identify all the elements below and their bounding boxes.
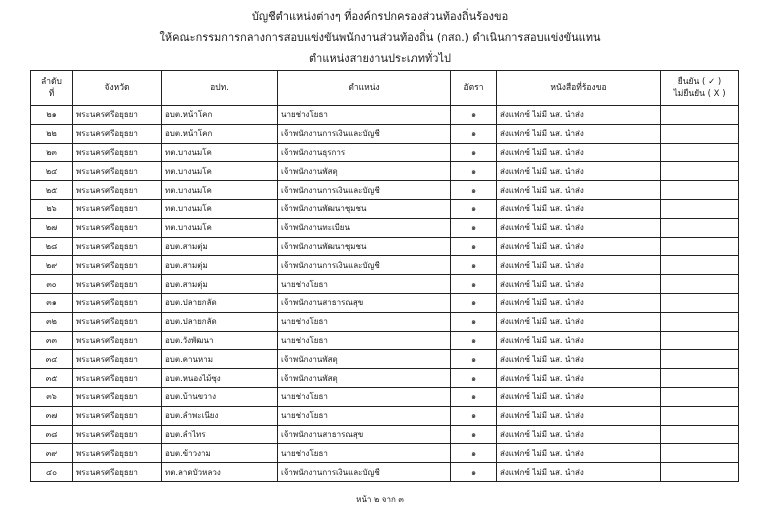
org-cell: อบต.หนองไม้ซุง: [162, 369, 278, 388]
province-cell: พระนครศรีอยุธยา: [73, 199, 162, 218]
province-cell: พระนครศรีอยุธยา: [73, 143, 162, 162]
row-number: ๓๙: [31, 444, 73, 463]
table-row: [31, 106, 739, 125]
table-row: [31, 293, 739, 312]
letter-cell: ส่งแฟกซ์ ไม่มี นส. นำส่ง: [497, 331, 661, 350]
row-number: ๒๕: [31, 181, 73, 200]
row-number: ๒๙: [31, 256, 73, 275]
letter-cell: ส่งแฟกซ์ ไม่มี นส. นำส่ง: [497, 312, 661, 331]
confirm-cell[interactable]: [661, 162, 739, 181]
header-confirm: [661, 71, 739, 106]
confirm-cell[interactable]: [661, 293, 739, 312]
row-number: ๓๓: [31, 331, 73, 350]
org-cell: อบต.หน้าโคก: [162, 106, 278, 125]
letter-cell: ส่งแฟกซ์ ไม่มี นส. นำส่ง: [497, 425, 661, 444]
rate-cell: ๑: [451, 387, 497, 406]
org-cell: อบต.สามตุ่ม: [162, 237, 278, 256]
rate-cell: ๑: [451, 350, 497, 369]
rate-cell: ๑: [451, 256, 497, 275]
org-cell: อบต.สามตุ่ม: [162, 275, 278, 294]
table-row: [31, 387, 739, 406]
header-province: จังหวัด: [73, 71, 162, 106]
province-cell: พระนครศรีอยุธยา: [73, 387, 162, 406]
header-confirm-line1: ยืนยัน ( ✓ ): [677, 77, 722, 87]
row-number: ๓๗: [31, 406, 73, 425]
position-cell: นายช่างโยธา: [278, 331, 451, 350]
confirm-cell[interactable]: [661, 463, 739, 482]
letter-cell: ส่งแฟกซ์ ไม่มี นส. นำส่ง: [497, 369, 661, 388]
table-row: [31, 218, 739, 237]
row-number: ๒๘: [31, 237, 73, 256]
header-no-line2: ที่: [48, 89, 55, 99]
header-org: อปท.: [162, 71, 278, 106]
letter-cell: ส่งแฟกซ์ ไม่มี นส. นำส่ง: [497, 444, 661, 463]
confirm-cell[interactable]: [661, 425, 739, 444]
province-cell: พระนครศรีอยุธยา: [73, 425, 162, 444]
org-cell: อบต.ปลายกลัด: [162, 293, 278, 312]
table-row: [31, 181, 739, 200]
rate-cell: ๑: [451, 406, 497, 425]
position-cell: เจ้าพนักงานสาธารณสุข: [278, 293, 451, 312]
org-cell: อบต.ลำไทร: [162, 425, 278, 444]
table-header-row: [31, 71, 739, 106]
row-number: ๒๗: [31, 218, 73, 237]
org-cell: ทต.ลาดบัวหลวง: [162, 463, 278, 482]
row-number: ๓๘: [31, 425, 73, 444]
table-body: [31, 106, 739, 482]
org-cell: อบต.หน้าโคก: [162, 124, 278, 143]
rate-cell: ๑: [451, 444, 497, 463]
row-number: ๒๒: [31, 124, 73, 143]
confirm-cell[interactable]: [661, 237, 739, 256]
org-cell: อบต.วังพัฒนา: [162, 331, 278, 350]
rate-cell: ๑: [451, 369, 497, 388]
header-rate: อัตรา: [451, 71, 497, 106]
province-cell: พระนครศรีอยุธยา: [73, 124, 162, 143]
rate-cell: ๑: [451, 181, 497, 200]
letter-cell: ส่งแฟกซ์ ไม่มี นส. นำส่ง: [497, 387, 661, 406]
table-row: [31, 199, 739, 218]
table-row: [31, 124, 739, 143]
header-letter: หนังสือที่ร้องขอ: [497, 71, 661, 106]
position-cell: นายช่างโยธา: [278, 275, 451, 294]
table-row: [31, 350, 739, 369]
rate-cell: ๑: [451, 331, 497, 350]
letter-cell: ส่งแฟกซ์ ไม่มี นส. นำส่ง: [497, 256, 661, 275]
confirm-cell[interactable]: [661, 143, 739, 162]
document-title: บัญชีตำแหน่งต่างๆ ที่องค์กรปกครองส่วนท้องถิ่นร้องขอ: [251, 10, 509, 23]
position-cell: นายช่างโยธา: [278, 106, 451, 125]
confirm-cell[interactable]: [661, 275, 739, 294]
position-cell: นายช่างโยธา: [278, 406, 451, 425]
confirm-cell[interactable]: [661, 106, 739, 125]
letter-cell: ส่งแฟกซ์ ไม่มี นส. นำส่ง: [497, 124, 661, 143]
page-number: หน้า ๒ จาก ๓: [356, 495, 404, 504]
province-cell: พระนครศรีอยุธยา: [73, 406, 162, 425]
row-number: ๓๕: [31, 369, 73, 388]
position-cell: เจ้าพนักงานการเงินและบัญชี: [278, 124, 451, 143]
table-row: [31, 425, 739, 444]
confirm-cell[interactable]: [661, 387, 739, 406]
confirm-cell[interactable]: [661, 124, 739, 143]
org-cell: ทต.บางนมโค: [162, 143, 278, 162]
row-number: ๓๒: [31, 312, 73, 331]
province-cell: พระนครศรีอยุธยา: [73, 444, 162, 463]
org-cell: อบต.ลำพะเนียง: [162, 406, 278, 425]
province-cell: พระนครศรีอยุธยา: [73, 350, 162, 369]
position-cell: เจ้าพนักงานการเงินและบัญชี: [278, 181, 451, 200]
table-row: [31, 444, 739, 463]
letter-cell: ส่งแฟกซ์ ไม่มี นส. นำส่ง: [497, 237, 661, 256]
letter-cell: ส่งแฟกซ์ ไม่มี นส. นำส่ง: [497, 463, 661, 482]
province-cell: พระนครศรีอยุธยา: [73, 181, 162, 200]
rate-cell: ๑: [451, 312, 497, 331]
row-number: ๓๖: [31, 387, 73, 406]
rate-cell: ๑: [451, 293, 497, 312]
rate-cell: ๑: [451, 237, 497, 256]
letter-cell: ส่งแฟกซ์ ไม่มี นส. นำส่ง: [497, 350, 661, 369]
confirm-cell[interactable]: [661, 331, 739, 350]
letter-cell: ส่งแฟกซ์ ไม่มี นส. นำส่ง: [497, 143, 661, 162]
position-cell: นายช่างโยธา: [278, 444, 451, 463]
rate-cell: ๑: [451, 124, 497, 143]
confirm-cell[interactable]: [661, 444, 739, 463]
rate-cell: ๑: [451, 275, 497, 294]
confirm-cell[interactable]: [661, 406, 739, 425]
letter-cell: ส่งแฟกซ์ ไม่มี นส. นำส่ง: [497, 162, 661, 181]
letter-cell: ส่งแฟกซ์ ไม่มี นส. นำส่ง: [497, 406, 661, 425]
row-number: ๒๖: [31, 199, 73, 218]
table-row: [31, 312, 739, 331]
header-position: ตำแหน่ง: [278, 71, 451, 106]
rate-cell: ๑: [451, 106, 497, 125]
position-cell: นายช่างโยธา: [278, 387, 451, 406]
header-no-line1: ลำดับ: [41, 77, 62, 87]
province-cell: พระนครศรีอยุธยา: [73, 106, 162, 125]
rate-cell: ๑: [451, 425, 497, 444]
document-subtitle: ให้คณะกรรมการกลางการสอบแข่งขันพนักงานส่วนท้องถิ่น (กสถ.) ดำเนินการสอบแข่งขันแทน: [159, 31, 601, 44]
position-cell: เจ้าพนักงานพัสดุ: [278, 369, 451, 388]
document-category: ตำแหน่งสายงานประเภททั่วไป: [309, 52, 451, 65]
confirm-cell[interactable]: [661, 218, 739, 237]
letter-cell: ส่งแฟกซ์ ไม่มี นส. นำส่ง: [497, 181, 661, 200]
row-number: ๔๐: [31, 463, 73, 482]
org-cell: อบต.ปลายกลัด: [162, 312, 278, 331]
row-number: ๒๓: [31, 143, 73, 162]
org-cell: ทต.บางนมโค: [162, 218, 278, 237]
org-cell: ทต.บางนมโค: [162, 181, 278, 200]
province-cell: พระนครศรีอยุธยา: [73, 275, 162, 294]
org-cell: อบต.บ้านขวาง: [162, 387, 278, 406]
row-number: ๓๑: [31, 293, 73, 312]
position-cell: เจ้าพนักงานการเงินและบัญชี: [278, 256, 451, 275]
position-cell: เจ้าพนักงานธุรการ: [278, 143, 451, 162]
org-cell: อบต.ข้าวงาม: [162, 444, 278, 463]
position-cell: เจ้าพนักงานพัฒนาชุมชน: [278, 199, 451, 218]
confirm-cell[interactable]: [661, 369, 739, 388]
org-cell: อบต.คานหาม: [162, 350, 278, 369]
row-number: ๒๔: [31, 162, 73, 181]
table-row: [31, 256, 739, 275]
confirm-cell[interactable]: [661, 312, 739, 331]
province-cell: พระนครศรีอยุธยา: [73, 331, 162, 350]
province-cell: พระนครศรีอยุธยา: [73, 237, 162, 256]
table-row: [31, 463, 739, 482]
table-row: [31, 162, 739, 181]
letter-cell: ส่งแฟกซ์ ไม่มี นส. นำส่ง: [497, 199, 661, 218]
confirm-cell[interactable]: [661, 181, 739, 200]
province-cell: พระนครศรีอยุธยา: [73, 463, 162, 482]
table-row: [31, 406, 739, 425]
table-row: [31, 275, 739, 294]
position-cell: เจ้าพนักงานพัฒนาชุมชน: [278, 237, 451, 256]
rate-cell: ๑: [451, 143, 497, 162]
letter-cell: ส่งแฟกซ์ ไม่มี นส. นำส่ง: [497, 218, 661, 237]
province-cell: พระนครศรีอยุธยา: [73, 256, 162, 275]
row-number: ๒๑: [31, 106, 73, 125]
letter-cell: ส่งแฟกซ์ ไม่มี นส. นำส่ง: [497, 106, 661, 125]
province-cell: พระนครศรีอยุธยา: [73, 312, 162, 331]
position-cell: นายช่างโยธา: [278, 312, 451, 331]
rate-cell: ๑: [451, 199, 497, 218]
row-number: ๓๔: [31, 350, 73, 369]
position-cell: เจ้าพนักงานพัสดุ: [278, 162, 451, 181]
rate-cell: ๑: [451, 463, 497, 482]
position-cell: เจ้าพนักงานทะเบียน: [278, 218, 451, 237]
confirm-cell[interactable]: [661, 256, 739, 275]
province-cell: พระนครศรีอยุธยา: [73, 293, 162, 312]
rate-cell: ๑: [451, 218, 497, 237]
table-row: [31, 331, 739, 350]
table-row: [31, 143, 739, 162]
header-no: [31, 71, 73, 106]
position-cell: เจ้าพนักงานการเงินและบัญชี: [278, 463, 451, 482]
province-cell: พระนครศรีอยุธยา: [73, 369, 162, 388]
province-cell: พระนครศรีอยุธยา: [73, 162, 162, 181]
confirm-cell[interactable]: [661, 199, 739, 218]
row-number: ๓๐: [31, 275, 73, 294]
header-confirm-line2: ไม่ยืนยัน ( X ): [673, 89, 726, 99]
rate-cell: ๑: [451, 162, 497, 181]
province-cell: พระนครศรีอยุธยา: [73, 218, 162, 237]
org-cell: อบต.สามตุ่ม: [162, 256, 278, 275]
letter-cell: ส่งแฟกซ์ ไม่มี นส. นำส่ง: [497, 293, 661, 312]
positions-table: [30, 70, 739, 482]
org-cell: ทต.บางนมโค: [162, 199, 278, 218]
position-cell: เจ้าพนักงานพัสดุ: [278, 350, 451, 369]
letter-cell: ส่งแฟกซ์ ไม่มี นส. นำส่ง: [497, 275, 661, 294]
table-row: [31, 369, 739, 388]
table-row: [31, 237, 739, 256]
org-cell: ทต.บางนมโค: [162, 162, 278, 181]
confirm-cell[interactable]: [661, 350, 739, 369]
position-cell: เจ้าพนักงานสาธารณสุข: [278, 425, 451, 444]
